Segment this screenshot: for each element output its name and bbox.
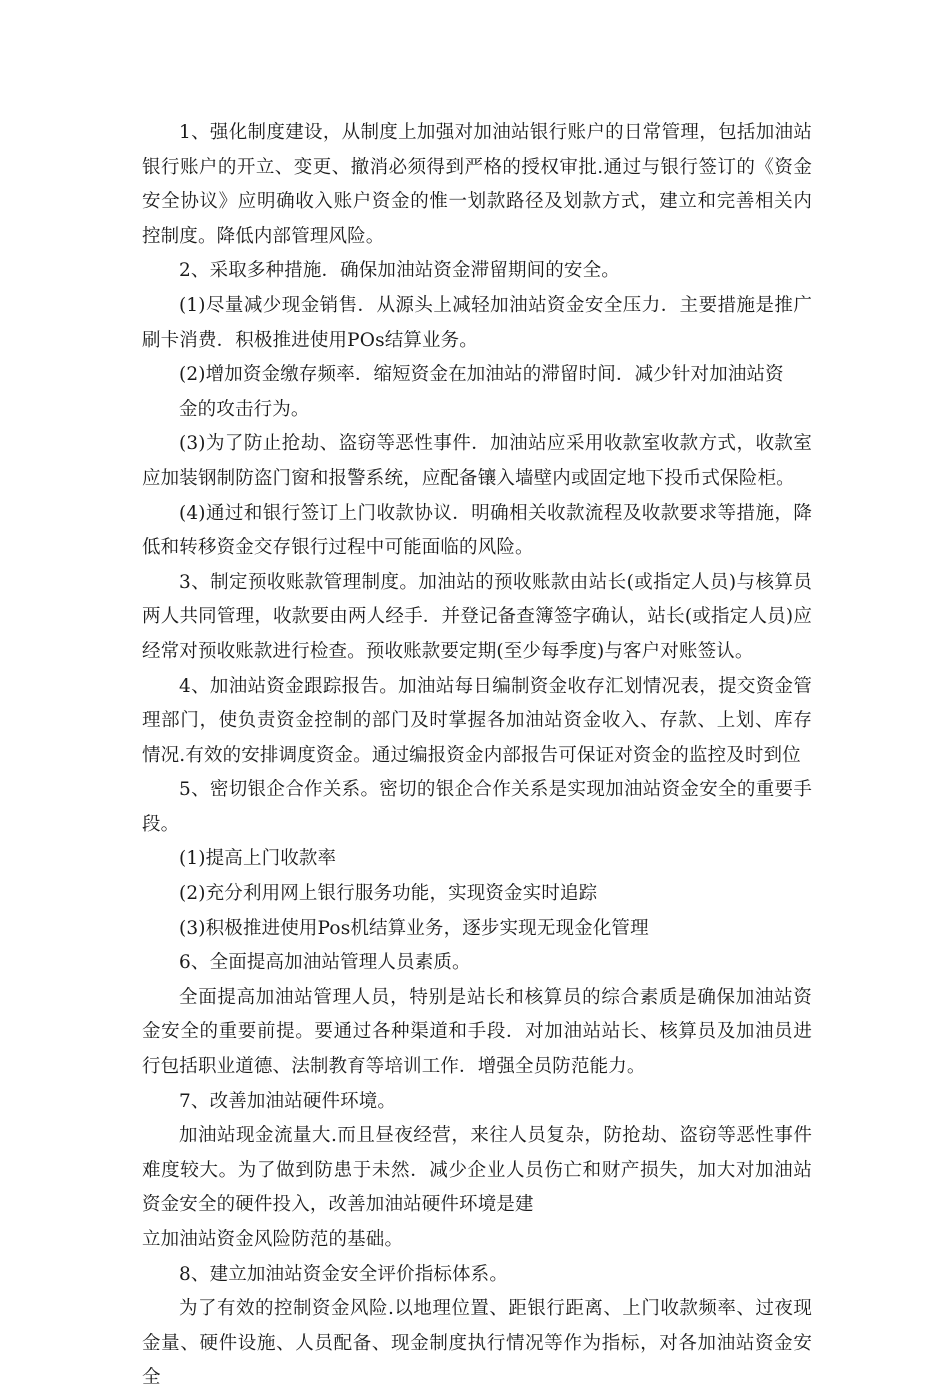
paragraph-7-body: 加油站现金流量大.而且昼夜经营，来往人员复杂，防抢劫、盗窃等恶性事件难度较大。为了做到防患于未然．减少企业人员伤亡和财产损失，加大对加油站资金安全的硬件投入，改善加油站硬件环境是建 — [142, 1125, 812, 1216]
paragraph-6-staff-quality: 6、全面提高加油站管理人员素质。 — [179, 952, 471, 974]
paragraph-5-item-2: (2)充分利用网上银行服务功能，实现资金实时追踪 — [179, 883, 598, 905]
paragraph-8-body: 为了有效的控制资金风险.以地理位置、距银行距离、上门收款频率、过夜现金量、硬件设施、人员配备、现金制度执行情况等作为指标，对各加油站资金安全 — [142, 1298, 812, 1389]
paragraph-2-item-4: (4)通过和银行签订上门收款协议．明确相关收款流程及收款要求等措施，降低和转移资金交存银行过程中可能面临的风险。 — [142, 502, 812, 559]
paragraph-1-system-building: 1、强化制度建设，从制度上加强对加油站银行账户的日常管理，包括加油站银行账户的开立、变更、撤消必须得到严格的授权审批.通过与银行签订的《资金安全协议》应明确收入账户资金的惟一划款路径及划款方式，建立和完善相关内控制度。降低内部管理风险。 — [142, 122, 812, 247]
paragraph-5-item-3: (3)积极推进使用Pos机结算业务，逐步实现无现金化管理 — [179, 917, 649, 939]
paragraph-2-item-3: (3)为了防止抢劫、盗窃等恶性事件．加油站应采用收款室收款方式，收款室应加装钢制防盗门窗和报警系统，应配备镶入墙壁内或固定地下投币式保险柜。 — [142, 433, 812, 489]
paragraph-2-multiple-measures: 2、采取多种措施．确保加油站资金滞留期间的安全。 — [179, 260, 620, 282]
paragraph-7-hardware-environment: 7、改善加油站硬件环境。 — [179, 1090, 397, 1112]
paragraph-3-prepayment-management: 3、制定预收账款管理制度。加油站的预收账款由站长(或指定人员)与核算员两人共同管理，收款要由两人经手．并登记备查簿签字确认，站长(或指定人员)应经常对预收账款进行检查。预收账款要定期(至少每季度)与客户对账签认。 — [142, 571, 812, 662]
paragraph-5-bank-cooperation: 5、密切银企合作关系。密切的银企合作关系是实现加油站资金安全的重要手段。 — [142, 779, 812, 835]
paragraph-7-body-continued: 立加油站资金风险防范的基础。 — [142, 1229, 404, 1250]
paragraph-2-item-2: (2)增加资金缴存频率．缩短资金在加油站的滞留时间．减少针对加油站资 — [179, 364, 784, 386]
paragraph-6-body: 全面提高加油站管理人员，特别是站长和核算员的综合素质是确保加油站资金安全的重要前提。要通过各种渠道和手段．对加油站站长、核算员及加油员进行包括职业道德、法制教育等培训工作．增强全员防范能力。 — [142, 986, 812, 1078]
document-body — [142, 116, 812, 1396]
paragraph-4-fund-tracking-report: 4、加油站资金跟踪报告。加油站每日编制资金收存汇划情况表，提交资金管理部门，使负责资金控制的部门及时掌握各加油站资金收入、存款、上划、库存情况.有效的安排调度资金。通过编报资金内部报告可保证对资金的监控及时到位 — [142, 675, 812, 766]
paragraph-2-item-2-continued: 金的攻击行为。 — [179, 398, 310, 420]
paragraph-5-item-1: (1)提高上门收款率 — [179, 848, 337, 870]
paragraph-2-item-1: (1)尽量减少现金销售．从源头上减轻加油站资金安全压力．主要措施是推广刷卡消费．积极推进使用POs结算业务。 — [142, 294, 812, 351]
paragraph-8-evaluation-system: 8、建立加油站资金安全评价指标体系。 — [179, 1263, 508, 1285]
